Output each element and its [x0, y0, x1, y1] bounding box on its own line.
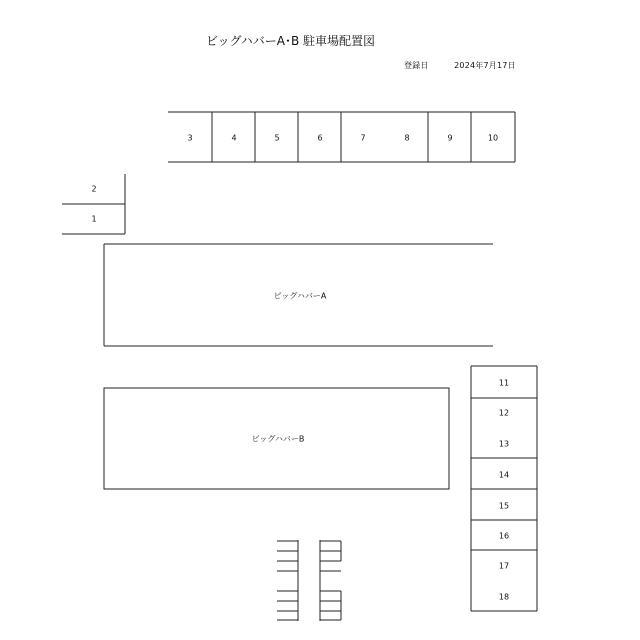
parking-space-18: 18 [498, 592, 510, 602]
building-b-label: ビッグハバーB [251, 434, 305, 444]
parking-space-14: 14 [498, 470, 510, 480]
parking-space-12: 12 [498, 408, 510, 418]
parking-space-2: 2 [91, 184, 97, 194]
parking-row-top [168, 112, 515, 162]
registration-label: 登録日 [404, 61, 429, 70]
parking-space-7: 7 [360, 133, 366, 143]
parking-space-11: 11 [498, 378, 510, 388]
parking-space-15: 15 [498, 501, 510, 511]
parking-column-right [471, 366, 537, 611]
parking-space-8: 8 [404, 133, 410, 143]
registration-info [404, 60, 516, 71]
parking-space-4: 4 [231, 133, 237, 143]
parking-space-16: 16 [498, 531, 510, 541]
parking-space-5: 5 [274, 133, 280, 143]
parking-space-1: 1 [91, 214, 97, 224]
bicycle-rack-right [320, 540, 341, 621]
building-a-label: ビッグハバーA [273, 291, 327, 301]
parking-space-10: 10 [487, 133, 499, 143]
parking-space-17: 17 [498, 561, 510, 571]
parking-space-3: 3 [187, 133, 193, 143]
parking-space-13: 13 [498, 439, 510, 449]
parking-space-9: 9 [447, 133, 453, 143]
registration-date: 2024年7月17日 [454, 61, 516, 70]
parking-block-left [62, 174, 125, 234]
parking-space-6: 6 [317, 133, 323, 143]
bicycle-rack-left [277, 540, 298, 621]
diagram-title: ビッグハバーA･B 駐車場配置図 [206, 34, 376, 48]
